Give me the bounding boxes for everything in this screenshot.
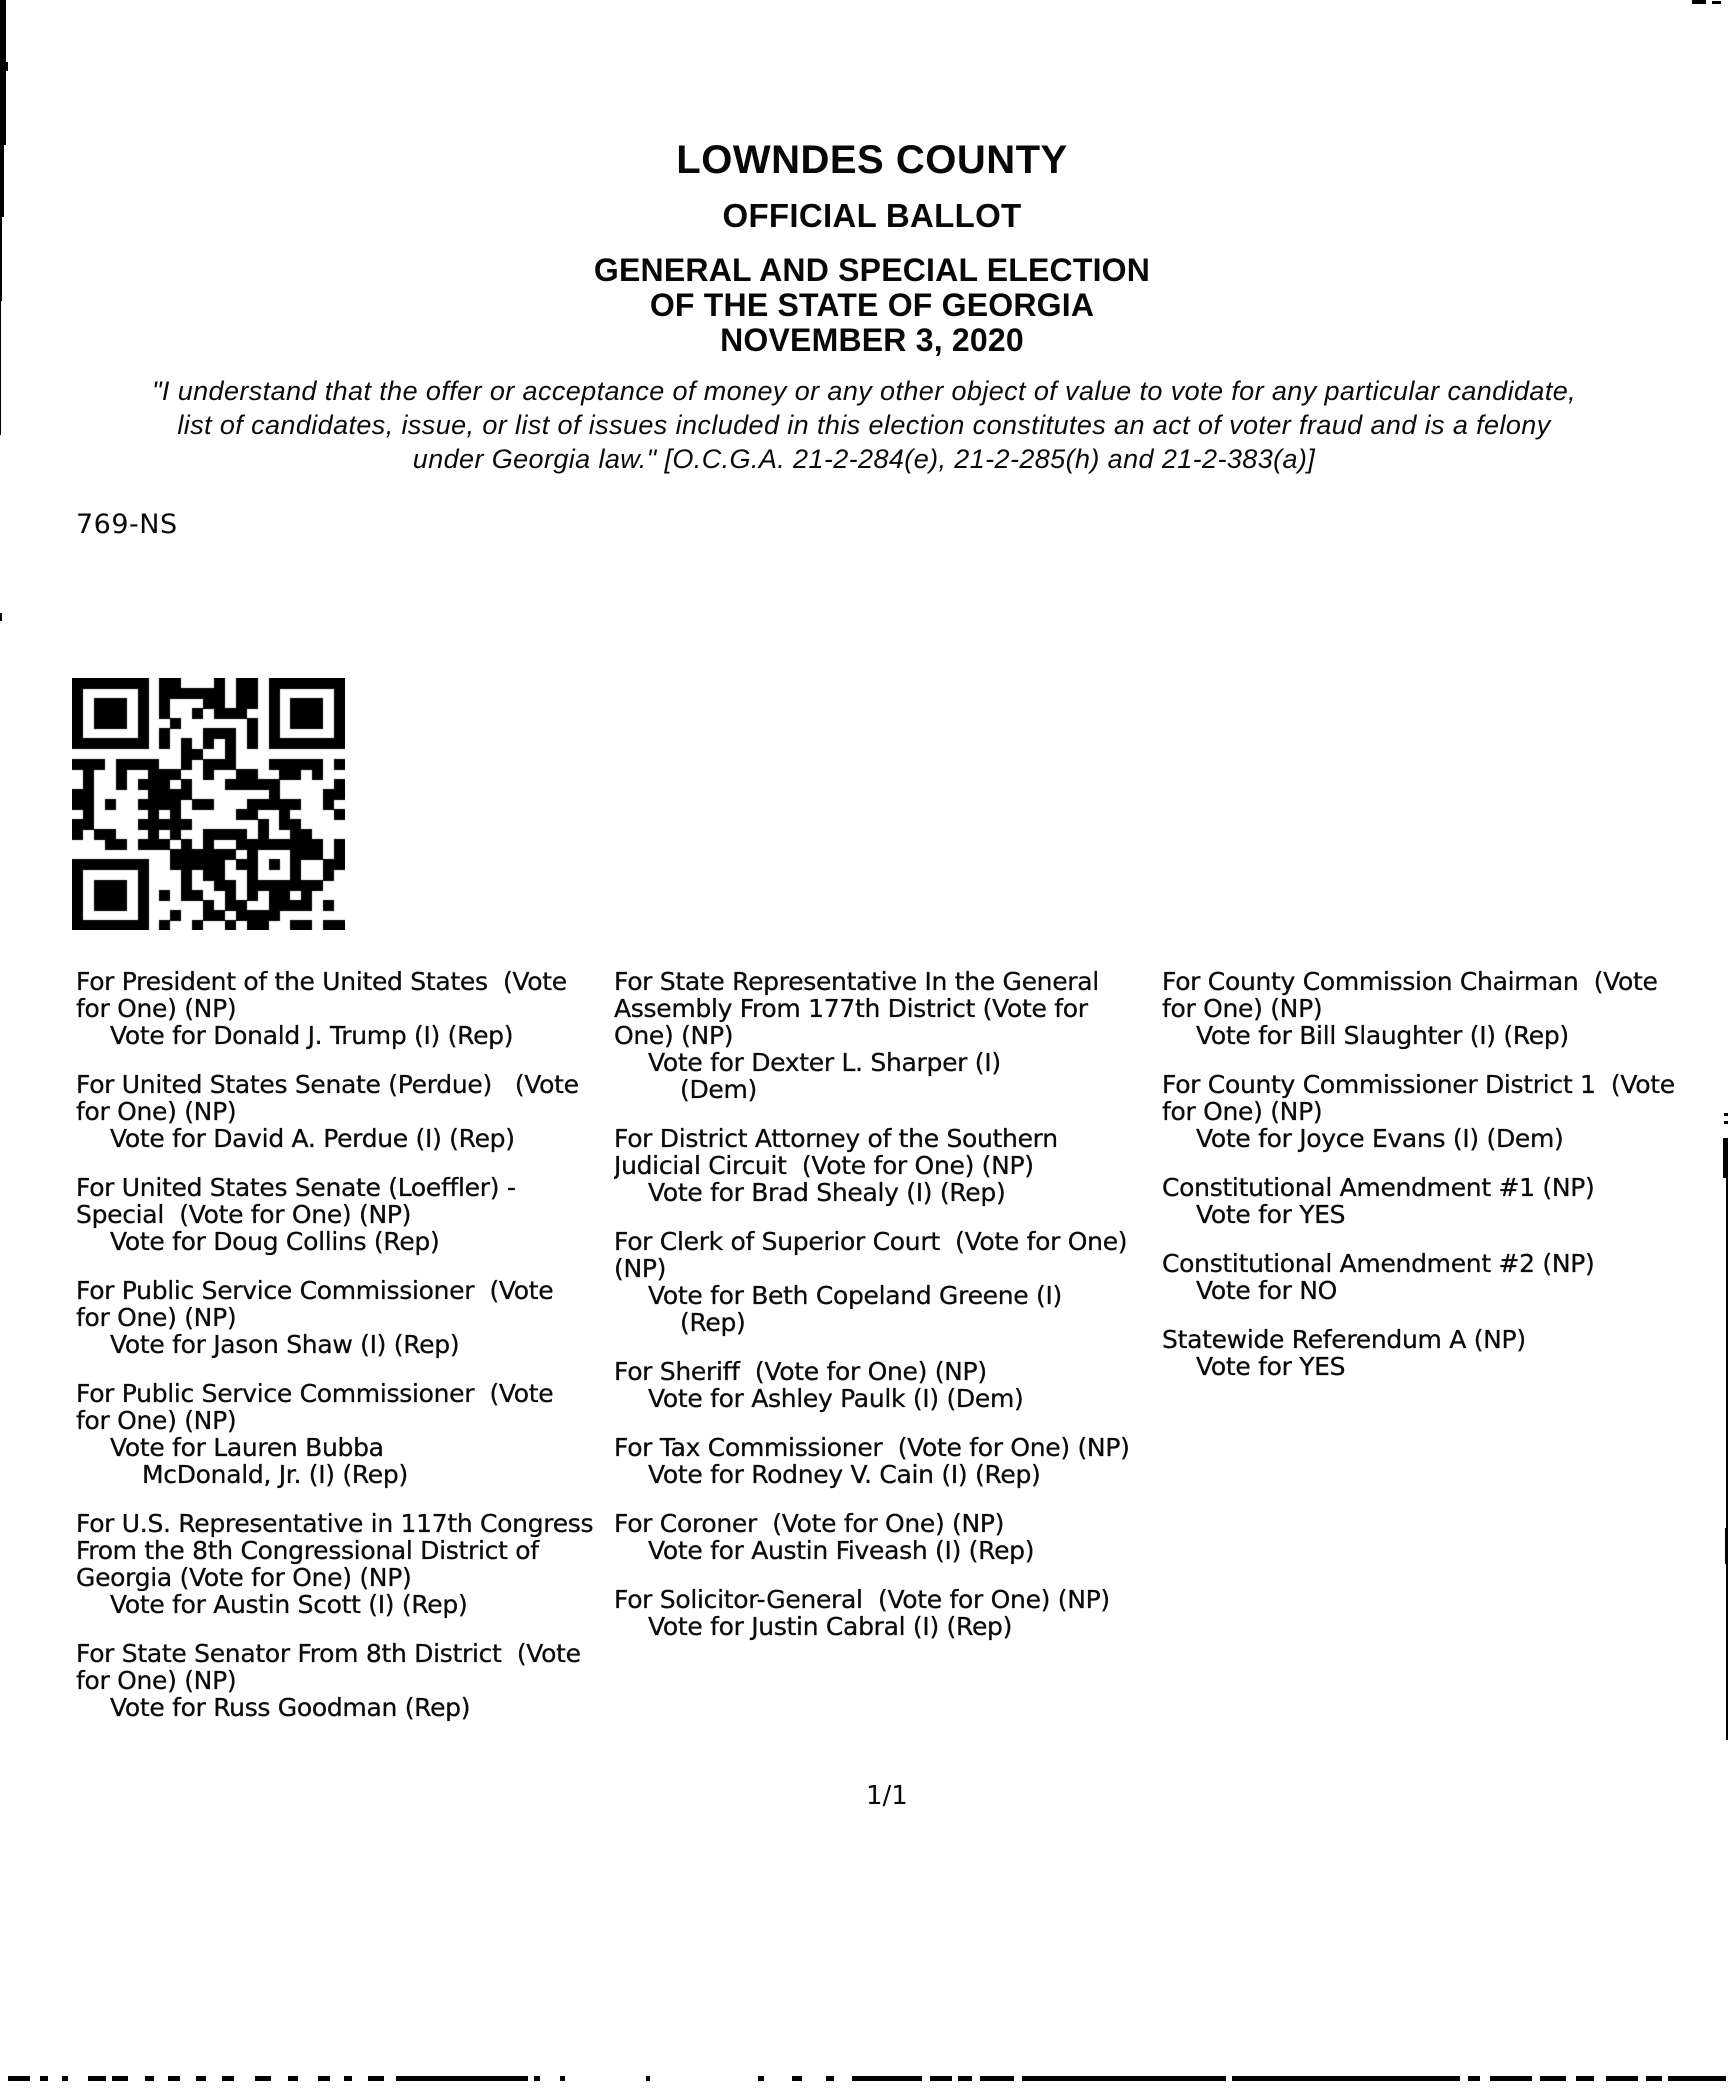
county-title: LOWNDES COUNTY <box>676 138 1068 182</box>
bottom-dashed-line-segment <box>318 2076 330 2081</box>
bottom-dashed-line-segment <box>112 2076 128 2081</box>
left-edge-scan-bar <box>0 62 8 71</box>
contest <box>1162 968 1728 1049</box>
vote-selection-line: McDonald, Jr. (I) (Rep) <box>142 1460 408 1489</box>
vote-selection-line: Vote for Russ Goodman (Rep) <box>110 1693 471 1722</box>
bottom-dashed-line-segment <box>1576 2076 1594 2081</box>
contest <box>76 968 616 1049</box>
contest-title-line: For United States Senate (Loeffler) - <box>76 1173 516 1202</box>
contest-title-line: For State Senator From 8th District (Vote <box>76 1639 581 1668</box>
disclaimer-line1: "I understand that the offer or acceptance of money or any other object of value to vote for any particular candidate, <box>151 376 1577 406</box>
contest-title-line: Constitutional Amendment #2 (NP) <box>1162 1249 1595 1278</box>
right-edge-scan-mark <box>1692 0 1706 4</box>
contest-title-line: For Public Service Commissioner (Vote <box>76 1379 554 1408</box>
vote-selection-line: Vote for YES <box>1196 1200 1346 1229</box>
contest-title-line: Constitutional Amendment #1 (NP) <box>1162 1173 1595 1202</box>
vote-selection-line: Vote for Lauren Bubba <box>110 1433 384 1462</box>
bottom-dashed-line-segment <box>368 2076 384 2081</box>
bottom-dashed-line-segment <box>168 2076 180 2081</box>
contest-title-line: For County Commissioner District 1 (Vote <box>1162 1070 1675 1099</box>
contest-title-line: For U.S. Representative in 117th Congress <box>76 1509 594 1538</box>
ballot-column-3 <box>1162 968 1728 1402</box>
right-edge-scan-mark <box>1712 1 1721 4</box>
contest-title-line: Special (Vote for One) (NP) <box>76 1200 412 1229</box>
bottom-dashed-line-segment <box>222 2076 234 2081</box>
vote-selection-line: Vote for Ashley Paulk (I) (Dem) <box>648 1384 1024 1413</box>
vote-selection-line: Vote for Donald J. Trump (I) (Rep) <box>110 1021 514 1050</box>
contest-title-line: Statewide Referendum A (NP) <box>1162 1325 1526 1354</box>
contest <box>614 1125 1159 1206</box>
bottom-dashed-line-segment <box>255 2076 271 2081</box>
contest-title-line: Assembly From 177th District (Vote for <box>614 994 1088 1023</box>
vote-selection-line: Vote for Rodney V. Cain (I) (Rep) <box>648 1460 1041 1489</box>
bottom-dashed-line-segment <box>288 2076 298 2081</box>
contest-title-line: (NP) <box>614 1254 667 1283</box>
vote-selection-line: (Dem) <box>680 1075 757 1104</box>
election-title-line2: OF THE STATE OF GEORGIA <box>649 287 1095 323</box>
election-title-line3: NOVEMBER 3, 2020 <box>720 322 1024 358</box>
bottom-dashed-line-segment <box>145 2076 154 2081</box>
vote-selection-line: Vote for Brad Shealy (I) (Rep) <box>648 1178 1006 1207</box>
contest <box>1162 1326 1728 1380</box>
contest <box>614 1510 1159 1564</box>
bottom-dashed-line-segment <box>534 2076 540 2081</box>
contest-title-line: Judicial Circuit (Vote for One) (NP) <box>614 1151 1034 1180</box>
vote-selection-line: Vote for Austin Scott (I) (Rep) <box>110 1590 468 1619</box>
vote-selection-line: Vote for NO <box>1196 1276 1337 1305</box>
contest <box>76 1510 616 1618</box>
contest <box>76 1380 616 1488</box>
bottom-dashed-line-segment <box>646 2076 650 2081</box>
contest <box>614 968 1159 1103</box>
contest-title-line: For County Commission Chairman (Vote <box>1162 968 1658 996</box>
contest-title-line: For Tax Commissioner (Vote for One) (NP) <box>614 1433 1130 1462</box>
disclaimer-line2: list of candidates, issue, or list of issues included in this election constitutes an act of voter fraud and is a felony <box>177 410 1551 440</box>
contest <box>76 1071 616 1152</box>
left-edge-scan-bar <box>0 301 1 435</box>
contest <box>76 1640 616 1721</box>
contest <box>76 1277 616 1358</box>
contest <box>614 1434 1159 1488</box>
bottom-dashed-line-segment <box>1540 2076 1566 2081</box>
contest <box>76 1174 616 1255</box>
contest-title-line: for One) (NP) <box>76 1097 237 1126</box>
contest-title-line: For Coroner (Vote for One) (NP) <box>614 1509 1005 1538</box>
vote-selection-line: Vote for Jason Shaw (I) (Rep) <box>110 1330 460 1359</box>
vote-selection-line: Vote for Joyce Evans (I) (Dem) <box>1196 1124 1564 1153</box>
contest-title-line: for One) (NP) <box>1162 1097 1323 1126</box>
contest-title-line: For United States Senate (Perdue) (Vote <box>76 1070 579 1099</box>
bottom-dashed-line-segment <box>1668 2076 1726 2081</box>
contest <box>1162 1071 1728 1152</box>
ballot-header <box>8 138 1728 358</box>
contest-title-line: For Clerk of Superior Court (Vote for One) <box>614 1227 1128 1256</box>
contest-title-line: For Sheriff (Vote for One) (NP) <box>614 1357 987 1386</box>
contest <box>614 1228 1159 1336</box>
contest-title-line: For Solicitor-General (Vote for One) (NP) <box>614 1585 1110 1614</box>
left-edge-scan-bar <box>0 217 2 301</box>
bottom-dashed-line-segment <box>1646 2076 1662 2081</box>
left-edge-scan-bar <box>0 145 4 217</box>
bottom-dashed-line-segment <box>1232 2076 1460 2081</box>
vote-selection-line: Vote for Austin Fiveash (I) (Rep) <box>648 1536 1035 1565</box>
contest <box>1162 1250 1728 1304</box>
bottom-dashed-line-segment <box>826 2076 834 2081</box>
bottom-dashed-line-segment <box>1022 2076 1226 2081</box>
bottom-dashed-line-segment <box>792 2076 802 2081</box>
qr-code <box>72 678 345 930</box>
contest-title-line: for One) (NP) <box>76 1666 237 1695</box>
bottom-dashed-line-segment <box>8 2076 30 2081</box>
bottom-dashed-line-segment <box>40 2076 48 2081</box>
bottom-dashed-line-segment <box>1468 2076 1480 2081</box>
right-edge-scan-mark <box>1724 1113 1728 1116</box>
vote-selection-line: Vote for Doug Collins (Rep) <box>110 1227 440 1256</box>
bottom-dashed-line-segment <box>344 2076 352 2081</box>
election-title-line1: GENERAL AND SPECIAL ELECTION <box>593 252 1151 288</box>
ballot-column-1 <box>76 968 616 1743</box>
contest-title-line: From the 8th Congressional District of <box>76 1536 539 1565</box>
bottom-dashed-line-segment <box>196 2076 206 2081</box>
left-edge-scan-bar <box>0 613 2 621</box>
contest <box>1162 1174 1728 1228</box>
contest-title-line: For District Attorney of the Southern <box>614 1124 1058 1153</box>
voter-fraud-disclaimer <box>0 374 1728 476</box>
ballot-column-2 <box>614 968 1159 1662</box>
vote-selection-line: Vote for Dexter L. Sharper (I) <box>648 1048 1001 1077</box>
bottom-dashed-line-segment <box>62 2076 68 2081</box>
right-edge-scan-mark <box>1723 1138 1728 1178</box>
bottom-dashed-line-segment <box>88 2076 106 2081</box>
contest <box>614 1586 1159 1640</box>
bottom-dashed-line-segment <box>758 2076 764 2081</box>
election-title <box>8 253 1728 358</box>
contest-title-line: For President of the United States (Vote <box>76 968 567 996</box>
bottom-dashed-line-segment <box>958 2076 972 2081</box>
contest-title-line: Georgia (Vote for One) (NP) <box>76 1563 412 1592</box>
bottom-dashed-line-segment <box>852 2076 922 2081</box>
contest <box>614 1358 1159 1412</box>
left-edge-scan-bar <box>0 0 6 145</box>
page-number: 1/1 <box>866 1781 908 1811</box>
vote-selection-line: (Rep) <box>680 1308 746 1337</box>
vote-selection-line: Vote for Justin Cabral (I) (Rep) <box>648 1612 1013 1641</box>
bottom-dashed-line-segment <box>1490 2076 1532 2081</box>
vote-selection-line: Vote for Beth Copeland Greene (I) <box>648 1281 1062 1310</box>
vote-selection-line: Vote for Bill Slaughter (I) (Rep) <box>1196 1021 1569 1050</box>
disclaimer-line3: under Georgia law." [O.C.G.A. 21-2-284(e), 21-2-285(h) and 21-2-383(a)] <box>412 444 1316 474</box>
vote-selection-line: Vote for David A. Perdue (I) (Rep) <box>110 1124 515 1153</box>
contest-title-line: One) (NP) <box>614 1021 734 1050</box>
ballot-style-number: 769-NS <box>76 509 178 540</box>
bottom-dashed-line-segment <box>396 2076 528 2081</box>
bottom-dashed-line-segment <box>1606 2076 1638 2081</box>
bottom-dashed-line-segment <box>560 2076 565 2081</box>
contest-title-line: for One) (NP) <box>76 1406 237 1435</box>
contest-title-line: For State Representative In the General <box>614 968 1099 996</box>
bottom-dashed-line-segment <box>930 2076 952 2081</box>
vote-selection-line: Vote for YES <box>1196 1352 1346 1381</box>
contest-title-line: For Public Service Commissioner (Vote <box>76 1276 554 1305</box>
contest-title-line: for One) (NP) <box>1162 994 1323 1023</box>
contest-title-line: for One) (NP) <box>76 1303 237 1332</box>
contest-title-line: for One) (NP) <box>76 994 237 1023</box>
official-ballot-title: OFFICIAL BALLOT <box>722 197 1022 234</box>
bottom-dashed-line-segment <box>980 2076 1014 2081</box>
right-edge-scan-mark <box>1724 1121 1728 1124</box>
